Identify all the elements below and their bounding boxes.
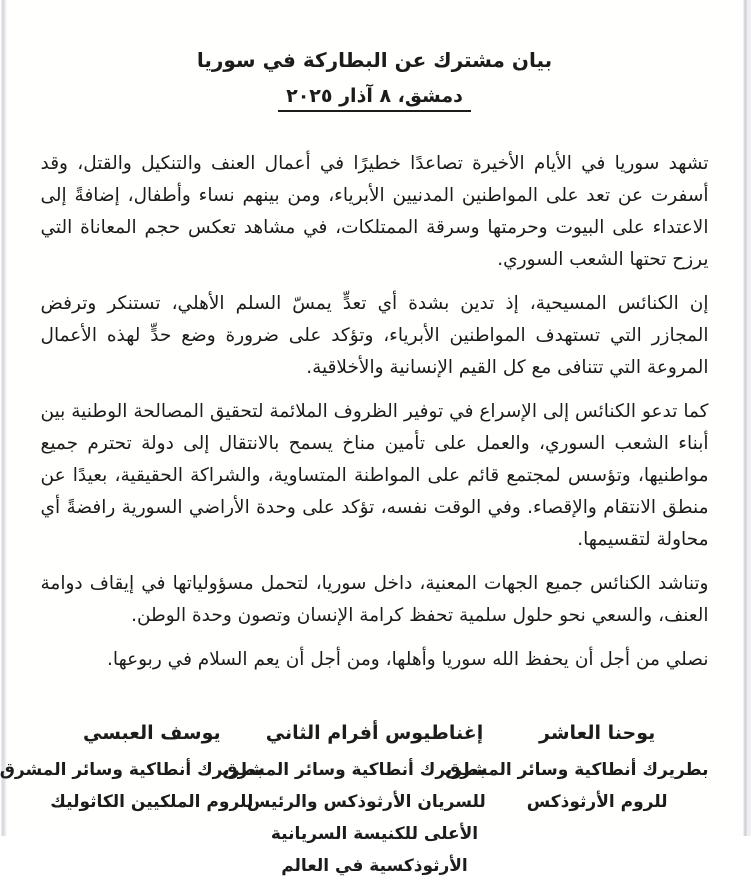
paragraph-churches-condemnation: إن الكنائس المسيحية، إذ تدين بشدة أي تعدٍّ يمسّ السلم الأهلي، تستنكر وترفض المجازر التي تستهدف المواطنين الأبرياء، وتؤكد على ضرورة وضع حدٍّ لهذه الأعمال المروعة التي تتنافى مع كل القيم الإنسانية والأخلاقية. <box>40 293 709 378</box>
signatory-title-line: للروم الملكيين الكاثوليك <box>50 792 254 812</box>
dateline: دمشق، ٨ آذار ٢٠٢٥ <box>278 85 471 112</box>
signatory-title-line: للروم الأرثوذكس <box>526 792 668 812</box>
statement-content <box>1 0 751 882</box>
signatory-name: إغناطيوس أفرام الثاني <box>265 722 484 744</box>
paragraph-prayer: نصلي من أجل أن يحفظ الله سوريا وأهلها، ومن أجل أن يعم السلام في ربوعها. <box>107 649 709 670</box>
signatory-title-line: الأرثوذكسية في العالم <box>281 856 468 876</box>
signatory-john-x <box>445 722 709 882</box>
signatory-title-line: بطريرك أنطاكية وسائر المشرق <box>445 760 709 780</box>
signatory-title-line: بطريرك أنطاكية وسائر المشرق <box>0 760 264 780</box>
paragraph-national-reconciliation: كما تدعو الكنائس إلى الإسراع في توفير الظروف الملائمة لتحقيق المصالحة الوطنية بين أبناء الشعب السوري، والعمل على تأمين مناخ يسمح بالانتقال إلى دولة تحترم جميع مواطنيها، وتؤسس لمجتمع قائم على المواطنة المتساوية، والشراكة الحقيقية، بعيدًا عن منطق الانتقام والإقصاء. وفي الوقت نفسه، تؤكد على وحدة الأراضي السورية رافضةً أي محاولة لتقسيمها. <box>40 401 709 550</box>
signatory-title-line: بطريرك أنطاكية وسائر المشرق <box>222 760 486 780</box>
signatory-name: يوحنا العاشر <box>539 722 656 744</box>
signatory-title-line: للسريان الأرثوذكس والرئيس <box>246 792 486 812</box>
signatory-name: يوسف العبسي <box>82 722 221 744</box>
dateline-row <box>41 85 709 112</box>
signatory-title-line: الأعلى للكنيسة السريانية <box>270 824 479 844</box>
paragraph-violence-escalation: تشهد سوريا في الأيام الأخيرة تصاعدًا خطيرًا في أعمال العنف والتنكيل والقتل، وقد أسفرت عن تعد على المواطنين المدنيين الأبرياء، ومن بينهم نساء وأطفال، إضافةً إلى الاعتداء على البيوت وحرمتها وسرقة الممتلكات، في مشاهد تعكس حجم المعاناة التي يرزح تحتها الشعب السوري. <box>40 153 709 270</box>
signature-block <box>0 722 709 882</box>
paragraph-appeal-to-parties: وتناشد الكنائس جميع الجهات المعنية، داخل سوريا، لتحمل مسؤولياتها في إيقاف دوامة العنف، والسعي نحو حلول سلمية تحفظ كرامة الإنسان وتصون وحدة الوطن. <box>40 573 709 626</box>
signatory-ignatius-aphrem-ii <box>222 722 486 882</box>
signatory-joseph-absi <box>0 722 264 882</box>
statement-title: بيان مشترك عن البطاركة في سوريا <box>196 48 553 72</box>
